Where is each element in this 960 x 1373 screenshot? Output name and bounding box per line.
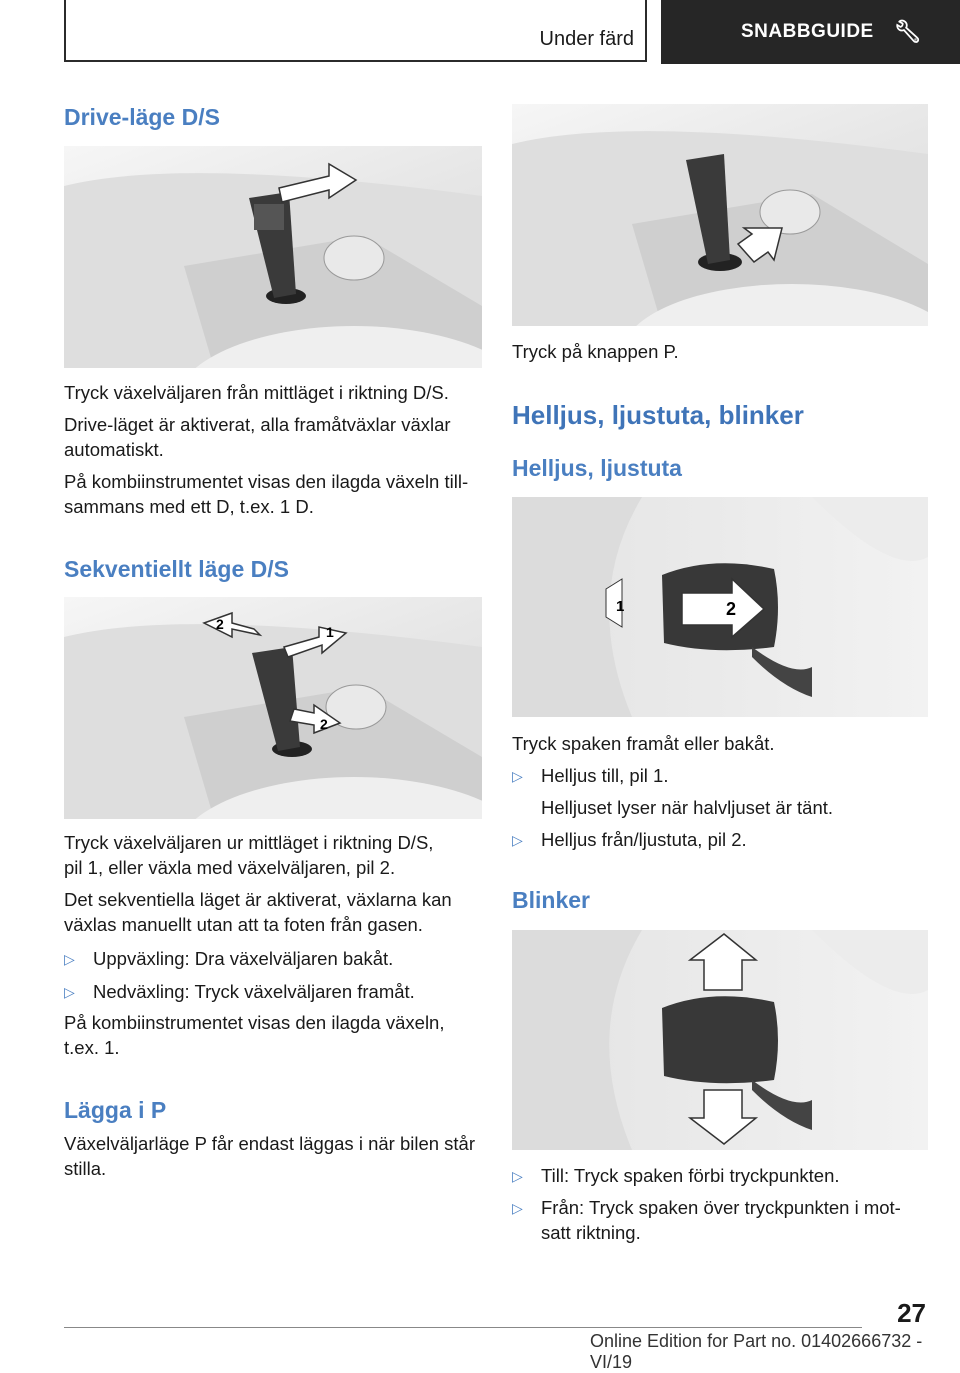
drive-text-3a: På kombiinstrumentet visas den ilagda växeln till‐	[64, 471, 469, 492]
footer-edition: Online Edition for Part no. 01402666732 - VI/19	[590, 1331, 923, 1372]
lights-section-heading: Helljus, ljustuta, blinker	[512, 400, 804, 430]
bullet-triangle-icon: ▷	[512, 768, 523, 784]
page-number: 27	[897, 1298, 926, 1328]
seq-text-1b: pil 1, eller växla med växelväljaren, pil 2.	[64, 857, 396, 878]
park-text-a: Växelväljarläge P får endast läggas i när bilen står	[64, 1133, 476, 1154]
seq-arrow-label-2-bottom: 2	[320, 716, 328, 732]
seq-text-3a: På kombiinstrumentet visas den ilagda växeln,	[64, 1012, 445, 1033]
park-text-b: stilla.	[64, 1158, 107, 1179]
gear-selector-figure-park	[512, 104, 928, 326]
high-beam-heading: Helljus, ljustuta	[512, 455, 682, 481]
lever-figure-turn-signal	[512, 930, 928, 1150]
high-beam-arrow-label-1: 1	[616, 598, 625, 615]
seq-text-3b: t.ex. 1.	[64, 1037, 120, 1058]
guide-tab[interactable]	[661, 0, 960, 64]
drive-heading: Drive-läge D/S	[64, 104, 220, 130]
gear-selector-figure-drive	[64, 146, 482, 368]
drive-text-2a: Drive-läget är aktiverat, alla framåtväxlar växlar	[64, 414, 451, 435]
seq-text-1a: Tryck växelväljaren ur mittläget i riktning D/S,	[64, 832, 434, 853]
bullet-triangle-icon: ▷	[512, 1200, 523, 1216]
seq-text-2b: växlas manuellt utan att ta foten från gasen.	[64, 914, 423, 935]
drive-text-3b: sammans med ett D, t.ex. 1 D.	[64, 496, 314, 517]
footer-divider	[64, 1327, 862, 1328]
gear-selector-figure-sequential	[64, 597, 482, 819]
bullet-triangle-icon: ▷	[64, 951, 75, 967]
high-beam-arrow-label-2: 2	[726, 599, 737, 619]
seq-text-2a: Det sekventiella läget är aktiverat, växlarna kan	[64, 889, 452, 910]
bullet-triangle-icon: ▷	[512, 1168, 523, 1184]
guide-label: SNABBGUIDE	[741, 21, 874, 42]
drive-text-1: Tryck växelväljaren från mittläget i riktning D/S.	[64, 382, 449, 403]
wrench-icon: 🔧︎	[893, 19, 923, 44]
turn-signal-bullet-off-cont: satt riktning.	[541, 1222, 641, 1243]
park-button-text: Tryck på knappen P.	[512, 341, 679, 362]
high-beam-text: Tryck spaken framåt eller bakåt.	[512, 733, 775, 754]
park-heading: Lägga i P	[64, 1097, 167, 1123]
seq-arrow-label-2-top: 2	[216, 616, 224, 632]
bullet-triangle-icon: ▷	[64, 984, 75, 1000]
bullet-triangle-icon: ▷	[512, 832, 523, 848]
lever-figure-high-beam	[512, 497, 928, 717]
seq-arrow-label-1: 1	[326, 624, 334, 640]
high-beam-bullet-on-sub: Helljuset lyser när halvljuset är tänt.	[541, 797, 834, 818]
turn-signal-heading: Blinker	[512, 887, 590, 913]
sequential-heading: Sekventiellt läge D/S	[64, 556, 289, 582]
drive-text-2b: automatiskt.	[64, 439, 164, 460]
section-title: Under färd	[539, 28, 634, 50]
